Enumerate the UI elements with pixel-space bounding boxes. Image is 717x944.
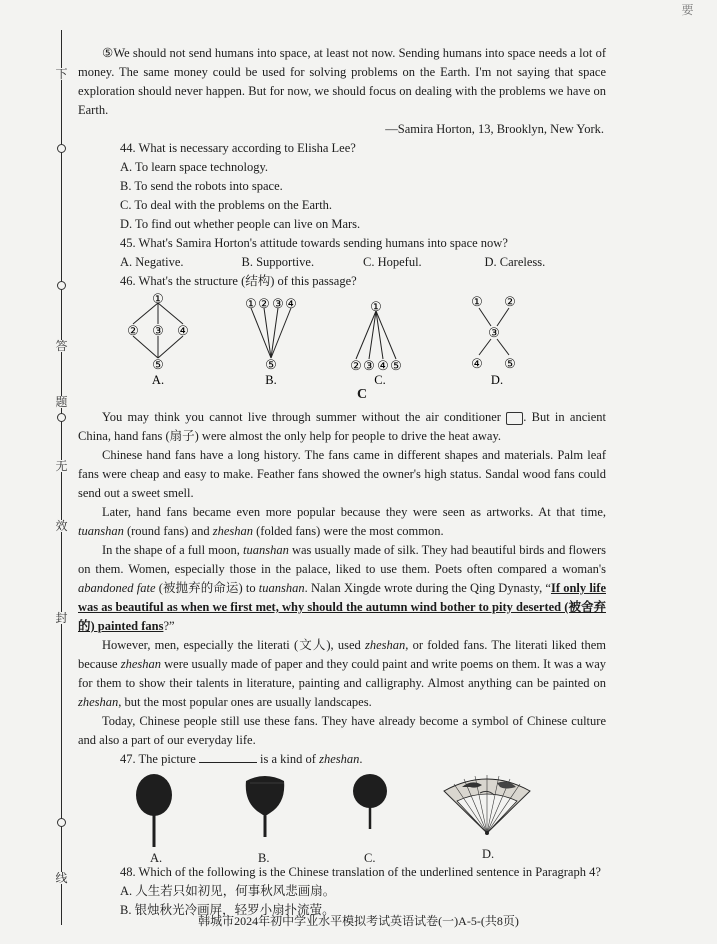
margin-char: 下 <box>55 67 68 81</box>
option: A. To learn space technology. <box>120 160 269 174</box>
picture-label: A. <box>150 851 163 865</box>
binding-hole <box>57 413 66 422</box>
passage-paragraph: Chinese hand fans have a long history. The fans came in different shapes and materials. Palm leaf fans were cheap and easy to make. Feather fans showed the owner's high status. Sandal wood fans could send out a sweet smell. <box>78 448 606 500</box>
term: zheshan <box>120 657 161 671</box>
margin-char: 线 <box>55 871 68 885</box>
air-conditioner-icon <box>506 412 523 425</box>
structure-diagram-c <box>340 291 420 387</box>
node: ② <box>504 294 516 309</box>
option: D. Careless. <box>484 255 546 269</box>
node: ① <box>245 296 257 311</box>
round-fan-icon <box>132 773 176 849</box>
term: tuanshan <box>243 543 289 557</box>
question-44: 44. What is necessary according to Elisha Lee? <box>120 141 356 155</box>
node: ③ <box>152 323 164 338</box>
text-run: In the shape of a full moon, <box>102 543 243 557</box>
passage-paragraph <box>78 636 606 712</box>
node: ① <box>152 291 164 306</box>
margin-char: 答 <box>55 339 68 353</box>
option: C. To deal with the problems on the Earth. <box>120 198 333 212</box>
node: ③ <box>488 325 500 340</box>
passage-paragraph: Today, Chinese people still use these fans. They have already become a symbol of Chinese culture and also a part of our everyday life. <box>78 714 606 747</box>
term: abandoned fate <box>78 581 156 595</box>
option: B. 银烛秋光冷画屏，轻罗小扇扑流萤。 <box>120 903 335 917</box>
margin-char: 封 <box>55 611 68 625</box>
node: ③ <box>363 358 375 373</box>
term: tuanshan <box>78 524 124 538</box>
binding-hole <box>57 818 66 827</box>
margin-char-right: 要 <box>681 3 694 17</box>
margin-char: 题 <box>55 395 68 409</box>
text-run: Later, hand fans became even more popular because they were seen as artworks. At that time, <box>102 505 606 519</box>
diagram-label: C. <box>374 373 386 387</box>
picture-label: C. <box>364 851 376 865</box>
diagram-label: B. <box>265 373 277 387</box>
diagram-label: D. <box>490 373 504 387</box>
text-run: is a kind of <box>260 752 316 766</box>
text-run: ?” <box>163 619 175 633</box>
node: ① <box>370 299 382 314</box>
question-46: 46. What's the structure (结构) of this passage? <box>120 274 357 288</box>
text-run: (round fans) and <box>123 524 213 538</box>
page-footer: 韩城市2024年初中学业水平模拟考试英语试卷(一)A-5-(共8页) <box>198 914 519 928</box>
option: A. 人生若只如初见，何事秋风悲画扇。 <box>120 884 336 898</box>
structure-diagram-a <box>116 291 196 387</box>
option: B. Supportive. <box>241 255 315 269</box>
term: zheshan <box>78 695 119 709</box>
text-run: , but the most popular ones are usually landscapes. <box>118 695 372 709</box>
node: ④ <box>471 356 483 371</box>
term: zheshan <box>319 752 360 766</box>
node: ④ <box>285 296 297 311</box>
node: ② <box>350 358 362 373</box>
palm-leaf-fan-icon <box>240 773 290 849</box>
question-48: 48. Which of the following is the Chinese translation of the underlined sentence in Paragraph 4? <box>120 865 601 879</box>
question-45: 45. What's Samira Horton's attitude towards sending humans into space now? <box>120 236 508 250</box>
text-run: You may think you cannot live through summer without the air conditioner <box>102 410 501 424</box>
main-content <box>78 44 606 920</box>
fan-pictures <box>78 773 606 863</box>
margin-char: 无 <box>55 459 68 473</box>
picture-label: B. <box>258 851 270 865</box>
node: ④ <box>177 323 189 338</box>
binding-hole <box>57 281 66 290</box>
signature: —Samira Horton, 13, Brooklyn, New York. <box>385 122 604 136</box>
text-run: . <box>359 752 363 766</box>
option: D. To find out whether people can live on Mars. <box>120 217 361 231</box>
answer-blank <box>199 752 257 763</box>
term: tuanshan <box>258 581 305 595</box>
binding-line <box>61 30 62 925</box>
option: B. To send the robots into space. <box>120 179 283 193</box>
margin-char: 效 <box>55 519 68 533</box>
structure-diagram-d <box>462 291 532 387</box>
text-run: was usually made of silk. They had beautiful birds and flowers on them. Women, especially those in the palace, liked to use them. Poets often compared a woman's <box>78 543 606 576</box>
text-run: . But in ancient China, hand fans (扇子) were almost the only help for people to drive the heat away. <box>78 410 607 443</box>
options-row <box>78 253 606 272</box>
diagram-label: A. <box>151 373 165 387</box>
term: zheshan <box>365 638 406 652</box>
binding-hole <box>57 144 66 153</box>
option: A. Negative. <box>120 255 184 269</box>
text-run: (被抛弃的命运) to <box>155 581 259 595</box>
node: ① <box>471 294 483 309</box>
node: ⑤ <box>390 358 402 373</box>
passage-paragraph <box>78 503 606 541</box>
passage-paragraph <box>78 541 606 636</box>
text-run: , or folded fans. The literati liked them because <box>78 638 606 671</box>
passage-paragraph: ⑤We should not send humans into space, at least not now. Sending humans into space needs a lot of money. The same money could be used for solving problems on the Earth. I'm not saying that space exploration should never happen. But for now, we should focus on dealing with the problems we have on Earth. <box>78 46 606 117</box>
picture-label: D. <box>482 847 495 861</box>
text-run: However, men, especially the literati (文人), used <box>102 638 366 652</box>
node: ④ <box>377 358 389 373</box>
text-run: 47. The picture <box>120 752 196 766</box>
section-letter: C <box>356 387 368 402</box>
node: ⑤ <box>265 357 277 372</box>
option: C. Hopeful. <box>363 255 422 269</box>
text-run: (folded fans) were the most common. <box>253 524 444 538</box>
node: ⑤ <box>504 356 516 371</box>
text-run: were usually made of paper and they could paint and write poems on them. It was a way for them to show their talents in literature, painting and calligraphy. Almost anything can be painted on <box>78 657 606 690</box>
text-run: . Nalan Xingde wrote during the Qing Dynasty, “ <box>304 581 551 595</box>
passage-paragraph <box>78 408 606 446</box>
folding-fan-icon <box>442 773 532 843</box>
node: ⑤ <box>152 357 164 372</box>
structure-diagram-b <box>238 291 318 387</box>
node: ② <box>127 323 139 338</box>
underlined-sentence: If only life was as beautiful as when we first met, why should the autumn wind bother to pity deserted (被舍弃的) painted fans <box>78 581 606 633</box>
small-round-fan-icon <box>350 773 390 849</box>
question-47 <box>78 750 606 769</box>
term: zheshan <box>212 524 253 538</box>
node: ③ <box>272 296 284 311</box>
structure-diagrams <box>78 291 606 387</box>
node: ② <box>258 296 270 311</box>
